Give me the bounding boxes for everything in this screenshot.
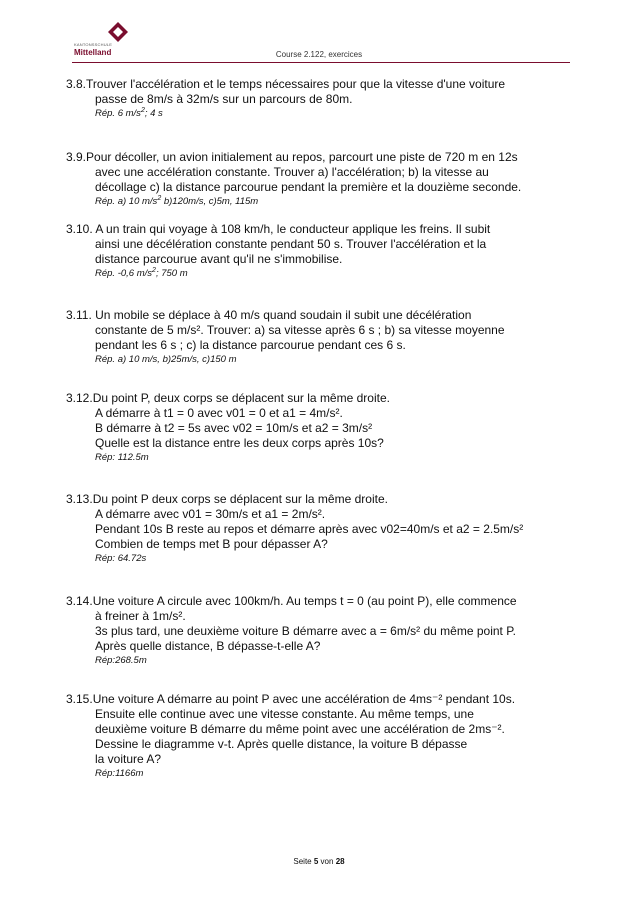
exercise-answer: Rép. 6 $m/s^2$; 4 s xyxy=(95,106,163,119)
exercise-line: distance parcourue avant qu'il ne s'immobilise. xyxy=(95,252,343,266)
exercise-line: la voiture A? xyxy=(95,752,162,766)
exercise-line: passe de 8m/s à 32m/s sur un parcours de 80m. xyxy=(95,92,353,106)
exercise-3-12 xyxy=(66,391,586,464)
exercise-line: B démarre à t2 = 5s avec v02 = 10m/s et a2 = 3m/s² xyxy=(95,421,373,435)
exercise-3-10 xyxy=(66,222,586,280)
exercise-line: A démarre avec v01 = 30m/s et a1 = 2m/s². xyxy=(95,507,326,521)
exercise-3-11 xyxy=(66,308,586,366)
exercise-line: 3.13.Du point P deux corps se déplacent sur la même droite. xyxy=(66,492,388,506)
exercise-line: 3.12.Du point P, deux corps se déplacent sur la même droite. xyxy=(66,391,390,405)
exercise-answer: Rép. a) 10 m/s, b)25m/s, c)150 m xyxy=(95,354,237,365)
page-total: 28 xyxy=(335,857,345,866)
exercise-line: deuxième voiture B démarre du même point avec une accélération de 2ms⁻². xyxy=(95,722,505,736)
footer-middle: von xyxy=(320,857,334,866)
exercise-line: 3s plus tard, une deuxième voiture B démarre avec a = 6m/s² du même point P. xyxy=(95,624,516,638)
exercise-answer: Rép. -0,6 $m/s^2$; 750 m xyxy=(95,266,188,279)
exercise-line: Après quelle distance, B dépasse-t-elle A? xyxy=(95,639,321,653)
exercise-line: 3.10. A un train qui voyage à 108 km/h, le conducteur applique les freins. Il subit xyxy=(66,222,491,236)
exercise-line: 3.11. Un mobile se déplace à 40 m/s quand soudain il subit une décélération xyxy=(66,308,472,322)
exercise-3-13 xyxy=(66,492,586,565)
exercise-line: A démarre à t1 = 0 avec v01 = 0 et a1 = 4m/s². xyxy=(95,406,343,420)
exercise-answer: Rép. a) 10 $m/s^2$ b)120m/s, c)5m, 115m xyxy=(95,194,259,207)
exercise-line: Ensuite elle continue avec une vitesse constante. Au même temps, une xyxy=(95,707,474,721)
exercise-3-9 xyxy=(66,150,586,208)
course-title: Course 2.122, exercices xyxy=(275,50,363,59)
exercise-3-15 xyxy=(66,692,586,780)
exercise-line: Dessine le diagramme v-t. Après quelle distance, la voiture B dépasse xyxy=(95,737,468,751)
exercise-line: ainsi une décélération constante pendant 50 s. Trouver l'accélération et la xyxy=(95,237,487,251)
exercise-answer: Rép:268.5m xyxy=(95,655,147,666)
page-footer xyxy=(0,857,638,866)
logo-mark-icon xyxy=(108,22,128,42)
exercise-line: Combien de temps met B pour dépasser A? xyxy=(95,537,328,551)
exercise-line: 3.9.Pour décoller, un avion initialement au repos, parcourt une piste de 720 m en 12s xyxy=(66,150,518,164)
logo-name: Mittelland xyxy=(74,48,112,57)
exercise-line: Quelle est la distance entre les deux corps après 10s? xyxy=(95,436,384,450)
exercise-3-14 xyxy=(66,594,586,667)
exercise-line: décollage c) la distance parcourue pendant la première et la douzième seconde. xyxy=(95,180,522,194)
exercise-answer: Rép: 112.5m xyxy=(95,452,149,463)
logo-subtitle: KANTONSSCHULE xyxy=(74,42,113,47)
exercise-line: constante de 5 m/s². Trouver: a) sa vitesse après 6 s ; b) sa vitesse moyenne xyxy=(95,323,505,337)
exercise-line: Pendant 10s B reste au repos et démarre après avec v02=40m/s et a2 = 2.5m/s² xyxy=(95,522,524,536)
exercise-line: 3.14.Une voiture A circule avec 100km/h. Au temps t = 0 (au point P), elle commence xyxy=(66,594,517,608)
exercise-line: 3.8.Trouver l'accélération et le temps nécessaires pour que la vitesse d'une voiture xyxy=(66,77,506,91)
page-number: 5 xyxy=(313,857,319,866)
exercise-3-8 xyxy=(66,77,586,120)
exercise-line: à freiner à 1m/s². xyxy=(95,609,186,623)
exercise-answer: Rép: 64.72s xyxy=(95,553,147,564)
exercise-line: 3.15.Une voiture A démarre au point P avec une accélération de 4ms⁻² pendant 10s. xyxy=(66,692,516,706)
footer-prefix: Seite xyxy=(293,857,312,866)
exercise-answer: Rép:1166m xyxy=(95,768,144,779)
header-divider xyxy=(72,62,570,63)
exercise-line: avec une accélération constante. Trouver a) l'accélération; b) la vitesse au xyxy=(95,165,489,179)
exercise-line: pendant les 6 s ; c) la distance parcourue pendant ces 6 s. xyxy=(95,338,406,352)
